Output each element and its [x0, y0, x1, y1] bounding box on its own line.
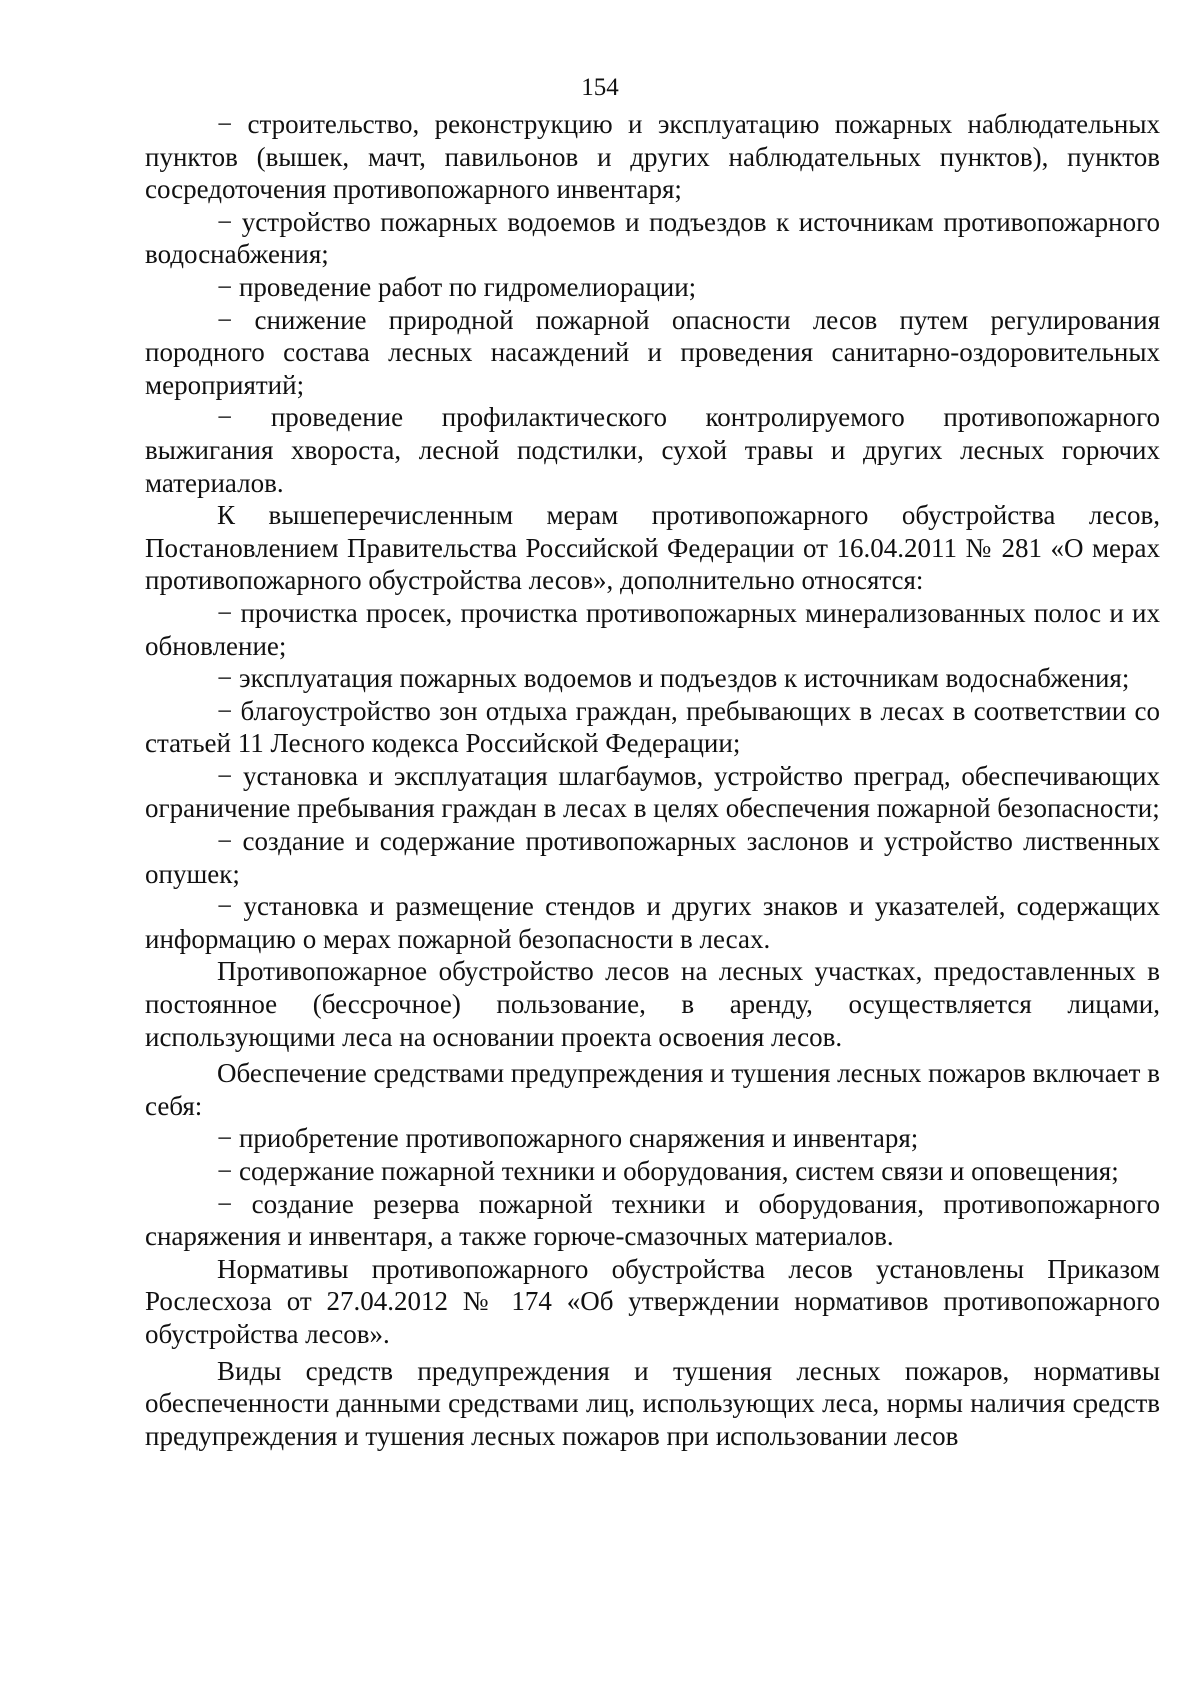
list-item: − создание и содержание противопожарных заслонов и устройство лиственных опушек;: [145, 826, 1160, 889]
list-item: − приобретение противопожарного снаряжения и инвентаря;: [217, 1123, 919, 1154]
list-item: − проведение профилактического контролируемого противопожарного выжигания хвороста, лесной подстилки, сухой травы и других лесных горючих материалов.: [145, 402, 1160, 498]
list-item: − устройство пожарных водоемов и подъездов к источникам противопожарного водоснабжения;: [145, 206, 1160, 270]
paragraph: Противопожарное обустройство лесов на лесных участках, предоставленных в постоянное (бессрочное) пользование, в аренду, осуществляется лицами, использующими леса на основании проекта освоения лесов.: [145, 956, 1160, 1052]
paragraph: Виды средств предупреждения и тушения лесных пожаров, нормативы обеспеченности данными средствами лиц, использующих леса, нормы наличия средств предупреждения и тушения лесных пожаров при использовании лесов: [145, 1355, 1160, 1451]
paragraph: Обеспечение средствами предупреждения и тушения лесных пожаров включает в себя:: [145, 1058, 1160, 1121]
list-item: − прочистка просек, прочистка противопожарных минерализованных полос и их обновление;: [145, 597, 1160, 661]
paragraph: Нормативы противопожарного обустройства лесов установлены Приказом Рослесхоза от 27.04.2012 № 174 «Об утверждении нормативов противопожарного обустройства лесов».: [145, 1253, 1160, 1349]
list-item: − установка и размещение стендов и других знаков и указателей, содержащих информацию о мерах пожарной безопасности в лесах.: [145, 891, 1160, 954]
list-item: − благоустройство зон отдыха граждан, пребывающих в лесах в соответствии со статьей 11 Лесного кодекса Российской Федерации;: [145, 695, 1160, 759]
list-item: − создание резерва пожарной техники и оборудования, противопожарного снаряжения и инвентаря, а также горюче-смазочных материалов.: [145, 1188, 1160, 1252]
paragraph: К вышеперечисленным мерам противопожарного обустройства лесов, Постановлением Правительства Российской Федерации от 16.04.2011 № 281 «О мерах противопожарного обустройства лесов», дополнительно относятся:: [145, 500, 1160, 596]
list-item: − эксплуатация пожарных водоемов и подъездов к источникам водоснабжения;: [217, 663, 1130, 694]
page-number: 154: [581, 74, 619, 101]
list-item: − проведение работ по гидромелиорации;: [217, 271, 697, 302]
document-body: [145, 108, 1160, 1452]
list-item: − строительство, реконструкцию и эксплуатацию пожарных наблюдательных пунктов (вышек, мачт, павильонов и других наблюдательных пунктов), пунктов сосредоточения противопожарного инвентаря;: [145, 109, 1160, 205]
list-item: − установка и эксплуатация шлагбаумов, устройство преград, обеспечивающих ограничение пребывания граждан в лесах в целях обеспечения пожарной безопасности;: [145, 760, 1160, 824]
list-item: − содержание пожарной техники и оборудования, систем связи и оповещения;: [217, 1156, 1119, 1186]
list-item: − снижение природной пожарной опасности лесов путем регулирования породного состава лесных насаждений и проведения санитарно-оздоровительных мероприятий;: [145, 304, 1160, 400]
